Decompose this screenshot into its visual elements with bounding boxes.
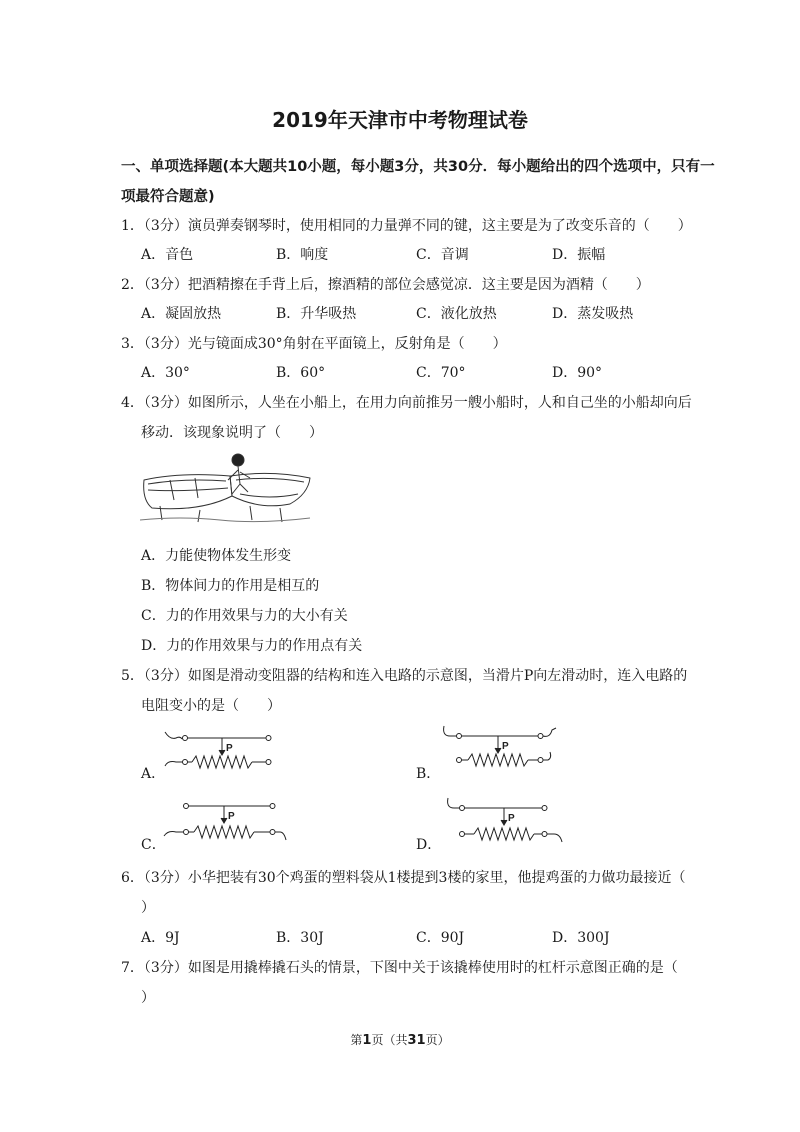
slider-label-a: P	[226, 743, 233, 754]
footer-prefix: 第	[350, 1033, 363, 1047]
question-5-stem-line-1: 5．（3分）如图是滑动变阻器的结构和连入电路的示意图，当滑片P向左滑动时，连入电路的	[121, 668, 688, 684]
question-2-option-b: B．升华吸热	[276, 306, 357, 322]
question-4-option-b: B．物体间力的作用是相互的	[141, 578, 320, 594]
question-2-option-d: D．蒸发吸热	[552, 306, 634, 322]
question-7-stem-line-2: ）	[141, 990, 155, 1006]
page-footer	[0, 1031, 800, 1048]
question-6-stem-line-2: ）	[141, 900, 155, 916]
rheostat-diagram-c	[162, 796, 292, 846]
section-heading-line-1: 一、单项选择题(本大题共10小题，每小题3分，共30分．每小题给出的四个选项中，只有一	[121, 159, 715, 175]
question-2-stem: 2．（3分）把酒精擦在手背上后，擦酒精的部位会感觉凉．这主要是因为酒精（ ）	[121, 277, 650, 293]
slider-label-c: P	[228, 811, 235, 822]
question-1-option-d: D．振幅	[552, 247, 606, 263]
question-6-stem-line-1: 6．（3分）小华把装有30个鸡蛋的塑料袋从1楼提到3楼的家里，他提鸡蛋的力做功最接近（	[121, 870, 686, 886]
slider-label-b: P	[502, 741, 509, 752]
question-4-option-d: D．力的作用效果与力的作用点有关	[141, 638, 363, 654]
footer-total-pages: 31	[407, 1033, 426, 1048]
question-3-option-d: D．90°	[552, 365, 603, 381]
question-6-option-b: B．30J	[276, 930, 324, 946]
rheostat-diagram-d	[442, 794, 568, 846]
question-4-stem-line-1: 4．（3分）如图所示，人坐在小船上，在用力向前推另一艘小船时，人和自己坐的小船却向后	[121, 395, 692, 411]
question-6-option-c: C．90J	[416, 930, 465, 946]
slider-label-d: P	[508, 813, 515, 824]
question-3-option-c: C．70°	[416, 365, 466, 381]
question-5-option-c: C．	[141, 837, 166, 853]
section-heading-line-2: 项最符合题意)	[121, 189, 215, 205]
question-1-option-b: B．响度	[276, 247, 329, 263]
question-5-option-b: B．	[416, 766, 441, 782]
question-1-stem: 1．（3分）演员弹奏钢琴时，使用相同的力量弹不同的键，这主要是为了改变乐音的（ ）	[121, 218, 692, 234]
question-4-option-c: C．力的作用效果与力的大小有关	[141, 608, 348, 624]
footer-page-number: 1	[362, 1033, 372, 1048]
footer-middle: 页（共	[371, 1033, 408, 1047]
question-2-option-c: C．液化放热	[416, 306, 497, 322]
question-3-option-b: B．60°	[276, 365, 326, 381]
question-5-option-d: D．	[416, 837, 442, 853]
rheostat-diagram-b	[438, 722, 560, 774]
question-7-stem-line-1: 7．（3分）如图是用撬棒撬石头的情景，下图中关于该撬棒使用时的杠杆示意图正确的是（	[121, 960, 678, 976]
question-1-option-a: A．音色	[141, 247, 194, 263]
question-4-option-a: A．力能使物体发生形变	[141, 548, 292, 564]
question-2-option-a: A．凝固放热	[141, 306, 222, 322]
question-5-stem-line-2: 电阻变小的是（ ）	[141, 698, 281, 714]
boat-push-figure	[140, 450, 315, 530]
page-title: 2019年天津市中考物理试卷	[272, 108, 528, 132]
question-3-option-a: A．30°	[141, 365, 190, 381]
question-6-option-a: A．9J	[141, 930, 180, 946]
footer-suffix: 页）	[425, 1033, 450, 1047]
question-6-option-d: D．300J	[552, 930, 610, 946]
question-3-stem: 3．（3分）光与镜面成30°角射在平面镜上，反射角是（ ）	[121, 336, 507, 352]
question-5-option-a: A．	[141, 766, 166, 782]
question-4-stem-line-2: 移动．该现象说明了（ ）	[141, 425, 323, 441]
rheostat-diagram-a	[162, 726, 282, 776]
question-1-option-c: C．音调	[416, 247, 469, 263]
